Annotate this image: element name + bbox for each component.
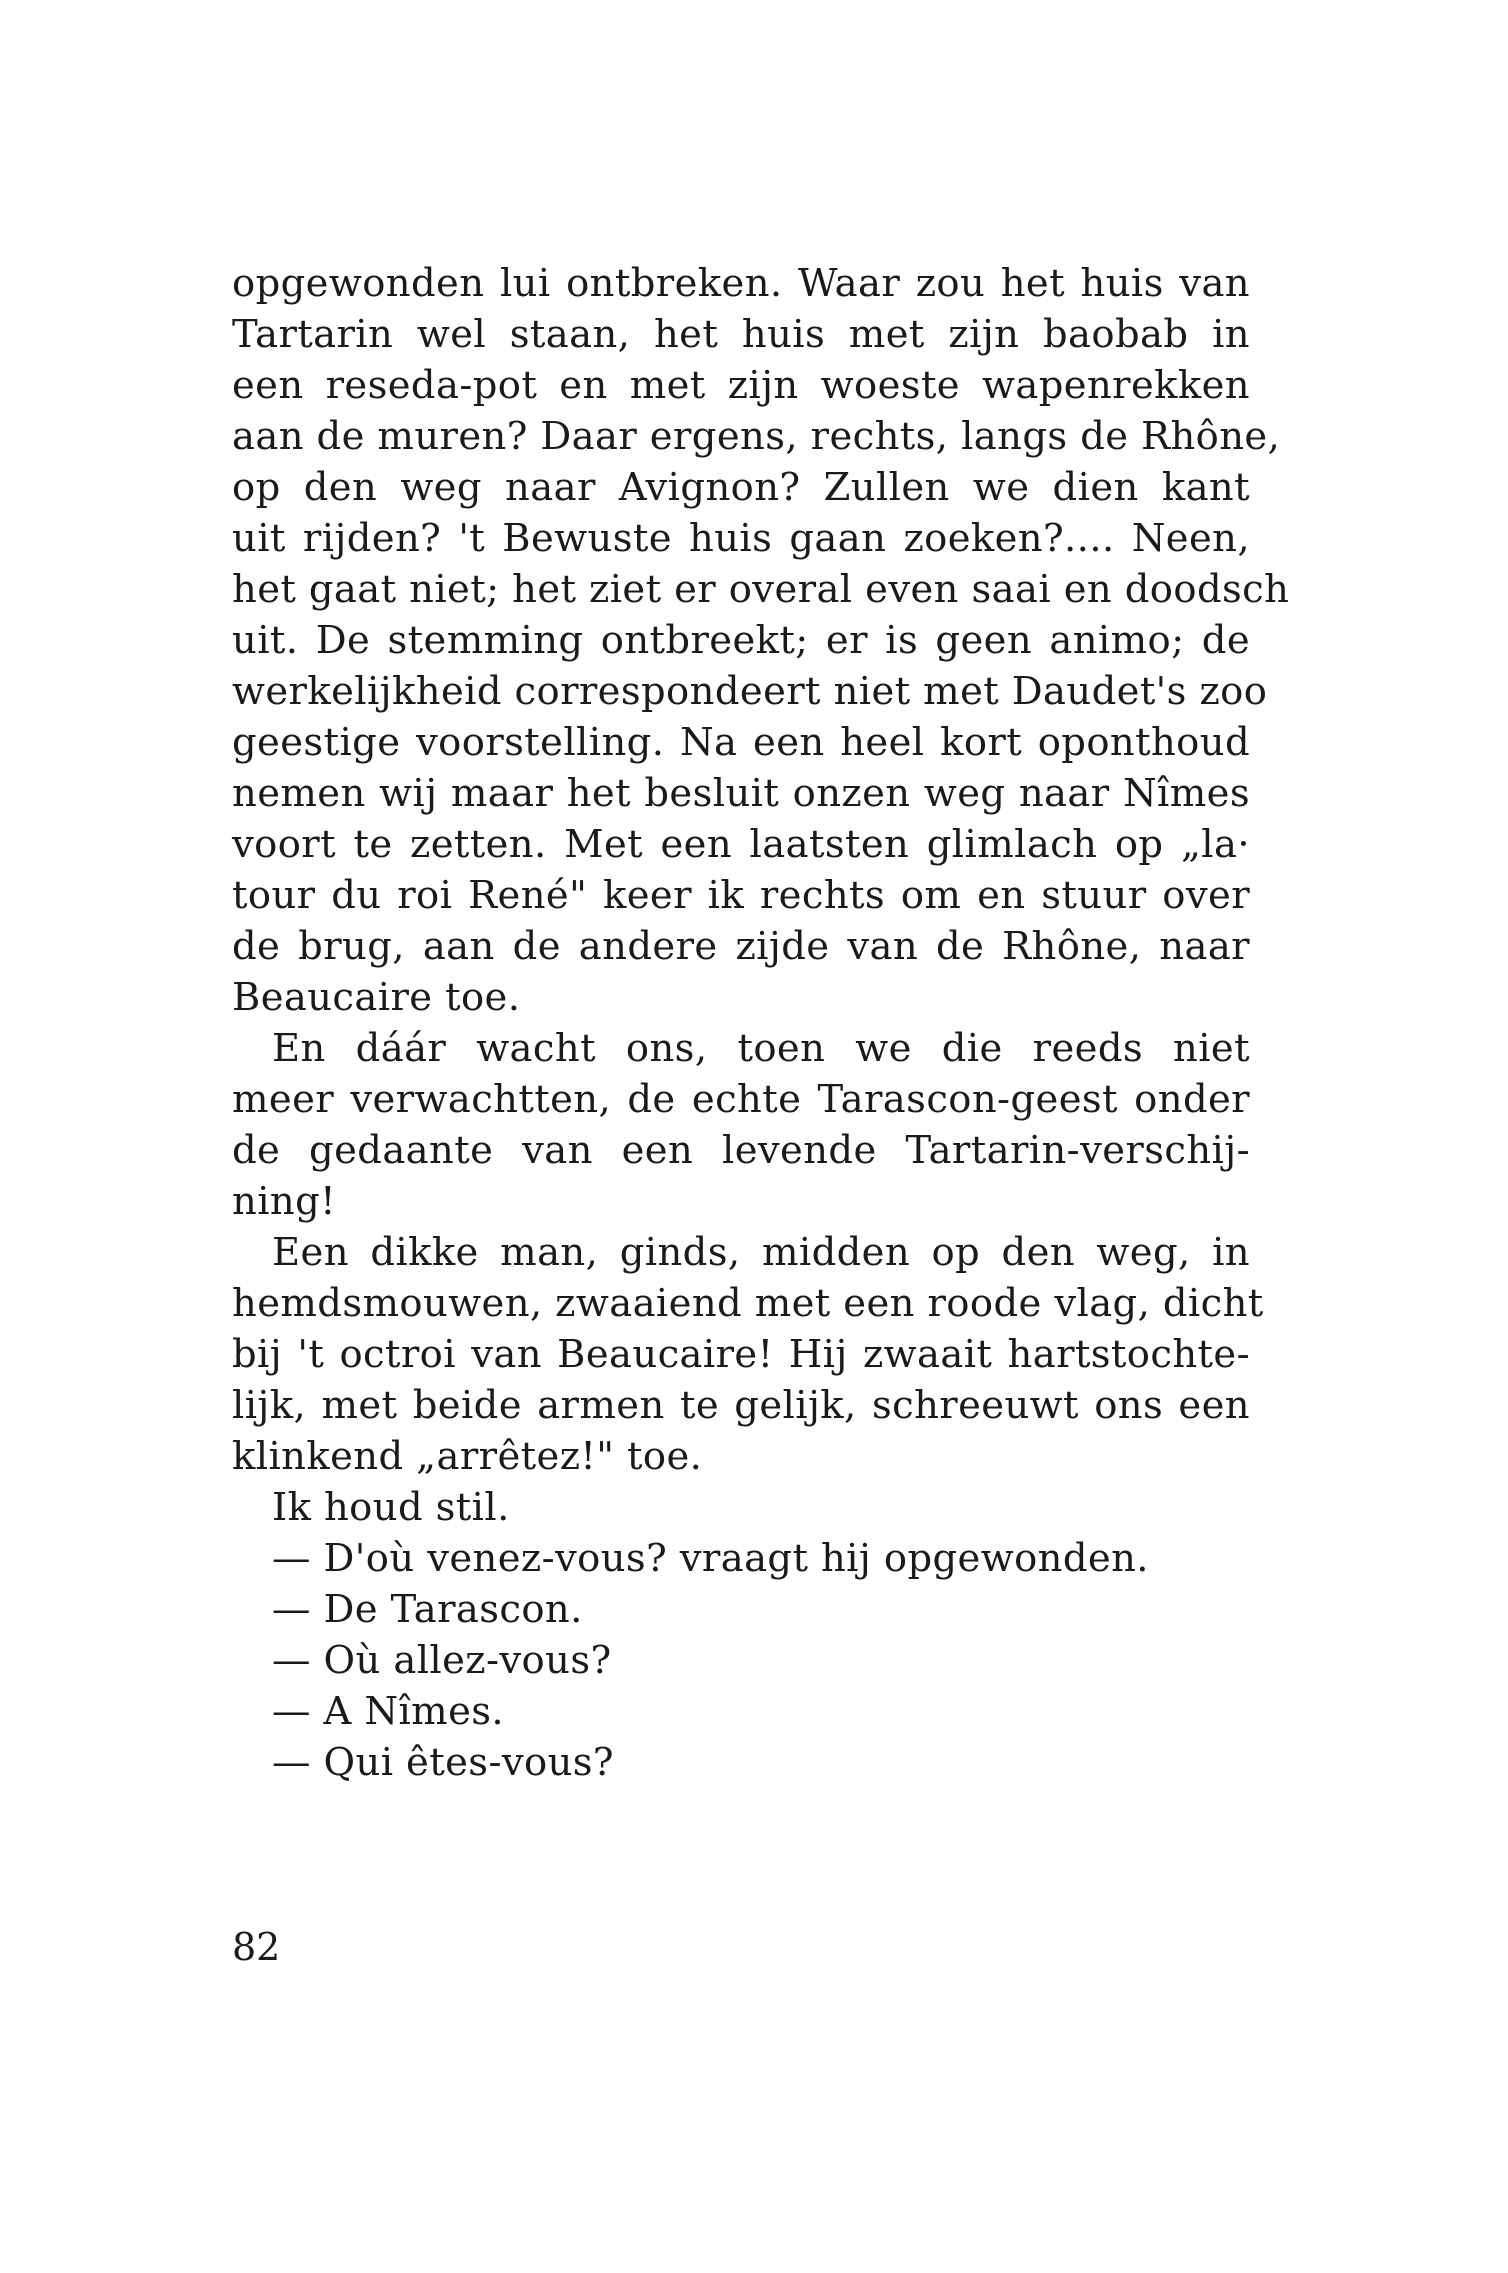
text-line: de gedaante van een levende Tartarin-verschij- [232, 1128, 1250, 1173]
text-line: Tartarin wel staan, het huis met zijn baobab in [232, 312, 1250, 357]
text-line: voort te zetten. Met een laatsten glimlach op „la· [232, 822, 1250, 867]
page-number: 82 [232, 1925, 281, 1969]
text-line: En dáár wacht ons, toen we die reeds niet [272, 1026, 1250, 1071]
text-line: ning! [232, 1179, 337, 1224]
text-line: meer verwachtten, de echte Tarascon-geest onder [232, 1077, 1250, 1122]
dialogue-line: — A Nîmes. [272, 1689, 505, 1734]
text-line: uit rijden? 't Bewuste huis gaan zoeken?.... Neen, [232, 516, 1250, 561]
text-line: werkelijkheid correspondeert niet met Daudet's zoo [232, 669, 1268, 714]
text-line: uit. De stemming ontbreekt; er is geen animo; de [232, 618, 1250, 663]
dialogue-line: — De Tarascon. [272, 1587, 583, 1632]
text-line: aan de muren? Daar ergens, rechts, langs de Rhône, [232, 414, 1281, 459]
text-line: op den weg naar Avignon? Zullen we dien kant [232, 465, 1250, 510]
dialogue-line: — Où allez-vous? [272, 1638, 612, 1683]
text-line: het gaat niet; het ziet er overal even saai en doodsch [232, 567, 1290, 612]
text-line: bij 't octroi van Beaucaire! Hij zwaait hartstochte- [232, 1332, 1250, 1377]
body-text [232, 258, 1290, 1788]
text-line: opgewonden lui ontbreken. Waar zou het huis van [232, 261, 1250, 306]
text-line: lijk, met beide armen te gelijk, schreeuwt ons een [232, 1383, 1250, 1428]
text-line: tour du roi René" keer ik rechts om en stuur over [232, 873, 1250, 918]
text-line: Ik houd stil. [272, 1485, 510, 1530]
text-line: een reseda-pot en met zijn woeste wapenrekken [232, 363, 1250, 408]
dialogue-line: — Qui êtes-vous? [272, 1740, 614, 1785]
text-line: Beaucaire toe. [232, 975, 521, 1020]
dialogue-line: — D'où venez-vous? vraagt hij opgewonden. [272, 1536, 1149, 1581]
text-line: klinkend „arrêtez!" toe. [232, 1434, 703, 1479]
text-line: hemdsmouwen, zwaaiend met een roode vlag, dicht [232, 1281, 1264, 1326]
text-line: nemen wij maar het besluit onzen weg naar Nîmes [232, 771, 1250, 816]
text-line: geestige voorstelling. Na een heel kort oponthoud [232, 720, 1250, 765]
text-line: de brug, aan de andere zijde van de Rhône, naar [232, 924, 1250, 969]
text-line: Een dikke man, ginds, midden op den weg, in [272, 1230, 1250, 1275]
